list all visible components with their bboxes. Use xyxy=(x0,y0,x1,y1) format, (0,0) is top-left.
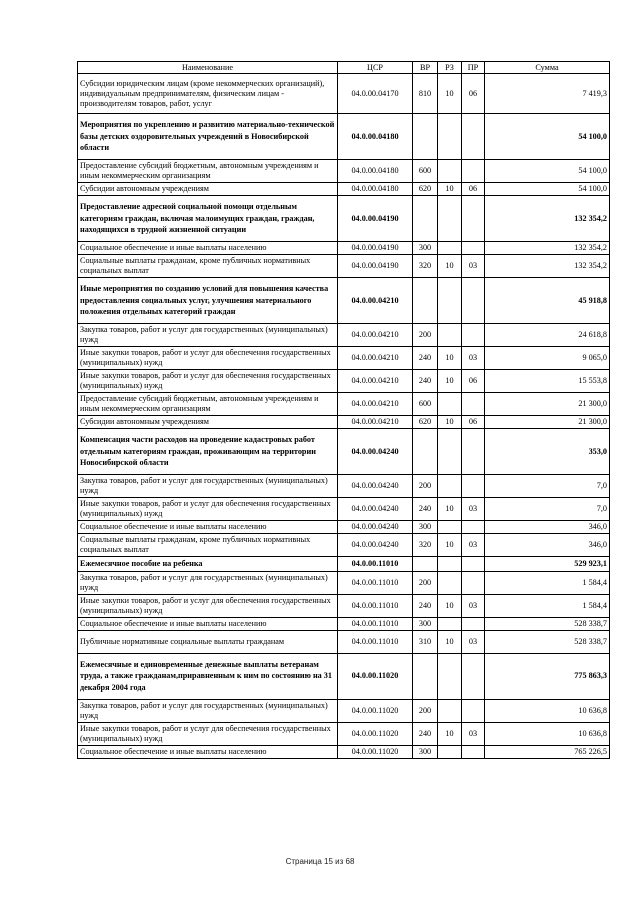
cell-name: Иные закупки товаров, работ и услуг для обеспечения государственных (муниципальных) нужд xyxy=(78,370,338,393)
header-pr: ПР xyxy=(462,62,485,74)
cell-rz xyxy=(438,242,462,255)
cell-csr: 04.0.00.04240 xyxy=(338,475,413,498)
cell-pr xyxy=(462,324,485,347)
cell-vr xyxy=(413,429,438,475)
cell-sum: 775 863,3 xyxy=(485,653,610,699)
cell-sum: 132 354,2 xyxy=(485,196,610,242)
cell-pr xyxy=(462,521,485,534)
table-row xyxy=(78,416,610,429)
cell-rz xyxy=(438,557,462,572)
cell-rz xyxy=(438,617,462,630)
cell-vr: 200 xyxy=(413,475,438,498)
header-vr: ВР xyxy=(413,62,438,74)
cell-name: Иные мероприятия по созданию условий для повышения качества предоставления социальных услуг, улучшения материального положения отдельных категорий граждан xyxy=(78,278,338,324)
cell-name: Социальное обеспечение и иные выплаты населению xyxy=(78,521,338,534)
cell-rz xyxy=(438,278,462,324)
cell-vr: 620 xyxy=(413,416,438,429)
cell-name: Иные закупки товаров, работ и услуг для обеспечения государственных (муниципальных) нужд xyxy=(78,498,338,521)
cell-name: Социальное обеспечение и иные выплаты населению xyxy=(78,617,338,630)
header-csr: ЦСР xyxy=(338,62,413,74)
cell-csr: 04.0.00.04210 xyxy=(338,370,413,393)
cell-vr: 300 xyxy=(413,617,438,630)
cell-vr: 300 xyxy=(413,745,438,758)
cell-csr: 04.0.00.04240 xyxy=(338,521,413,534)
cell-rz xyxy=(438,521,462,534)
cell-pr: 03 xyxy=(462,722,485,745)
cell-pr: 03 xyxy=(462,255,485,278)
cell-vr: 200 xyxy=(413,324,438,347)
cell-csr: 04.0.00.04210 xyxy=(338,393,413,416)
cell-name: Субсидии автономным учреждениям xyxy=(78,416,338,429)
cell-csr: 04.0.00.04210 xyxy=(338,416,413,429)
table-row xyxy=(78,324,610,347)
cell-csr: 04.0.00.04180 xyxy=(338,114,413,160)
cell-name: Иные закупки товаров, работ и услуг для обеспечения государственных (муниципальных) нужд xyxy=(78,722,338,745)
cell-name: Иные закупки товаров, работ и услуг для обеспечения государственных (муниципальных) нужд xyxy=(78,594,338,617)
cell-vr xyxy=(413,653,438,699)
cell-sum: 346,0 xyxy=(485,521,610,534)
table-row xyxy=(78,429,610,475)
cell-pr: 03 xyxy=(462,347,485,370)
cell-rz: 10 xyxy=(438,74,462,114)
cell-sum: 529 923,1 xyxy=(485,557,610,572)
cell-vr: 200 xyxy=(413,699,438,722)
budget-table xyxy=(77,61,610,759)
cell-csr: 04.0.00.04240 xyxy=(338,534,413,557)
cell-sum: 346,0 xyxy=(485,534,610,557)
cell-rz: 10 xyxy=(438,347,462,370)
cell-sum: 10 636,8 xyxy=(485,699,610,722)
cell-name: Социальное обеспечение и иные выплаты населению xyxy=(78,745,338,758)
cell-pr: 03 xyxy=(462,498,485,521)
cell-csr: 04.0.00.04240 xyxy=(338,498,413,521)
cell-rz xyxy=(438,160,462,183)
cell-rz xyxy=(438,196,462,242)
cell-pr xyxy=(462,653,485,699)
cell-vr: 240 xyxy=(413,347,438,370)
table-row xyxy=(78,745,610,758)
cell-csr: 04.0.00.11010 xyxy=(338,630,413,653)
cell-rz: 10 xyxy=(438,498,462,521)
cell-vr: 320 xyxy=(413,534,438,557)
cell-pr xyxy=(462,429,485,475)
cell-vr: 810 xyxy=(413,74,438,114)
table-row xyxy=(78,630,610,653)
cell-rz xyxy=(438,653,462,699)
cell-sum: 54 100,0 xyxy=(485,160,610,183)
cell-rz: 10 xyxy=(438,183,462,196)
cell-csr: 04.0.00.04190 xyxy=(338,242,413,255)
table-row xyxy=(78,722,610,745)
cell-pr xyxy=(462,114,485,160)
cell-sum: 1 584,4 xyxy=(485,594,610,617)
cell-vr: 300 xyxy=(413,521,438,534)
cell-vr xyxy=(413,196,438,242)
cell-vr: 620 xyxy=(413,183,438,196)
cell-csr: 04.0.00.04240 xyxy=(338,429,413,475)
table-row xyxy=(78,617,610,630)
cell-csr: 04.0.00.04190 xyxy=(338,255,413,278)
cell-rz xyxy=(438,571,462,594)
cell-rz: 10 xyxy=(438,370,462,393)
cell-csr: 04.0.00.04210 xyxy=(338,278,413,324)
cell-sum: 15 553,8 xyxy=(485,370,610,393)
cell-sum: 132 354,2 xyxy=(485,242,610,255)
cell-vr: 240 xyxy=(413,370,438,393)
cell-rz xyxy=(438,745,462,758)
cell-csr: 04.0.00.04190 xyxy=(338,196,413,242)
cell-pr xyxy=(462,557,485,572)
cell-sum: 1 584,4 xyxy=(485,571,610,594)
cell-pr: 06 xyxy=(462,370,485,393)
cell-sum: 7,0 xyxy=(485,475,610,498)
cell-csr: 04.0.00.04210 xyxy=(338,347,413,370)
cell-rz: 10 xyxy=(438,534,462,557)
table-row xyxy=(78,370,610,393)
table-body xyxy=(78,74,610,759)
cell-name: Субсидии юридическим лицам (кроме некоммерческих организаций), индивидуальным предпринимателям, физическим лицам - производителям товаров, работ, услуг xyxy=(78,74,338,114)
cell-pr xyxy=(462,242,485,255)
table-row xyxy=(78,160,610,183)
cell-name: Предоставление субсидий бюджетным, автономным учреждениям и иным некоммерческим организациям xyxy=(78,160,338,183)
table-row xyxy=(78,498,610,521)
cell-sum: 45 918,8 xyxy=(485,278,610,324)
cell-csr: 04.0.00.04180 xyxy=(338,160,413,183)
cell-pr xyxy=(462,699,485,722)
cell-csr: 04.0.00.04180 xyxy=(338,183,413,196)
cell-csr: 04.0.00.11010 xyxy=(338,571,413,594)
cell-name: Закупка товаров, работ и услуг для государственных (муниципальных) нужд xyxy=(78,571,338,594)
cell-sum: 528 338,7 xyxy=(485,630,610,653)
table-header-row xyxy=(78,62,610,74)
cell-sum: 528 338,7 xyxy=(485,617,610,630)
cell-vr: 240 xyxy=(413,594,438,617)
table-row xyxy=(78,393,610,416)
cell-sum: 54 100,0 xyxy=(485,183,610,196)
table-row xyxy=(78,699,610,722)
cell-rz: 10 xyxy=(438,630,462,653)
cell-rz xyxy=(438,393,462,416)
table-row xyxy=(78,653,610,699)
cell-sum: 7,0 xyxy=(485,498,610,521)
cell-csr: 04.0.00.04210 xyxy=(338,324,413,347)
table-row xyxy=(78,557,610,572)
cell-csr: 04.0.00.11010 xyxy=(338,594,413,617)
cell-rz xyxy=(438,324,462,347)
cell-sum: 24 618,8 xyxy=(485,324,610,347)
cell-name: Публичные нормативные социальные выплаты гражданам xyxy=(78,630,338,653)
cell-vr xyxy=(413,557,438,572)
cell-sum: 21 300,0 xyxy=(485,393,610,416)
cell-rz: 10 xyxy=(438,722,462,745)
cell-pr xyxy=(462,745,485,758)
cell-rz xyxy=(438,475,462,498)
cell-sum: 54 100,0 xyxy=(485,114,610,160)
cell-sum: 132 354,2 xyxy=(485,255,610,278)
table-row xyxy=(78,114,610,160)
cell-vr: 600 xyxy=(413,160,438,183)
cell-sum: 9 065,0 xyxy=(485,347,610,370)
cell-vr: 300 xyxy=(413,242,438,255)
cell-rz xyxy=(438,114,462,160)
header-sum: Сумма xyxy=(485,62,610,74)
table-row xyxy=(78,242,610,255)
page-number: Страница 15 из 68 xyxy=(285,857,355,866)
cell-pr xyxy=(462,475,485,498)
cell-pr xyxy=(462,278,485,324)
cell-rz xyxy=(438,699,462,722)
cell-csr: 04.0.00.11020 xyxy=(338,722,413,745)
cell-csr: 04.0.00.11020 xyxy=(338,653,413,699)
cell-sum: 7 419,3 xyxy=(485,74,610,114)
header-name: Наименование xyxy=(78,62,338,74)
cell-csr: 04.0.00.11010 xyxy=(338,557,413,572)
cell-csr: 04.0.00.11020 xyxy=(338,699,413,722)
cell-name: Субсидии автономным учреждениям xyxy=(78,183,338,196)
table-row xyxy=(78,571,610,594)
cell-rz: 10 xyxy=(438,416,462,429)
cell-vr: 320 xyxy=(413,255,438,278)
cell-pr xyxy=(462,571,485,594)
cell-name: Мероприятия по укреплению и развитию материально-технической базы детских оздоровительных учреждений в Новосибирской области xyxy=(78,114,338,160)
cell-name: Социальные выплаты гражданам, кроме публичных нормативных социальных выплат xyxy=(78,255,338,278)
cell-name: Социальные выплаты гражданам, кроме публичных нормативных социальных выплат xyxy=(78,534,338,557)
cell-rz xyxy=(438,429,462,475)
table-row xyxy=(78,183,610,196)
table-row xyxy=(78,347,610,370)
cell-csr: 04.0.00.04170 xyxy=(338,74,413,114)
cell-pr xyxy=(462,196,485,242)
table-row xyxy=(78,594,610,617)
table-row xyxy=(78,255,610,278)
cell-sum: 353,0 xyxy=(485,429,610,475)
cell-sum: 10 636,8 xyxy=(485,722,610,745)
cell-pr: 03 xyxy=(462,594,485,617)
cell-pr: 03 xyxy=(462,630,485,653)
cell-vr xyxy=(413,114,438,160)
cell-vr xyxy=(413,278,438,324)
cell-pr: 06 xyxy=(462,74,485,114)
cell-rz: 10 xyxy=(438,255,462,278)
cell-sum: 765 226,5 xyxy=(485,745,610,758)
cell-rz: 10 xyxy=(438,594,462,617)
table-row xyxy=(78,534,610,557)
cell-pr: 06 xyxy=(462,416,485,429)
cell-name: Закупка товаров, работ и услуг для государственных (муниципальных) нужд xyxy=(78,324,338,347)
table-row xyxy=(78,475,610,498)
cell-name: Закупка товаров, работ и услуг для государственных (муниципальных) нужд xyxy=(78,475,338,498)
cell-name: Иные закупки товаров, работ и услуг для обеспечения государственных (муниципальных) нужд xyxy=(78,347,338,370)
table-row xyxy=(78,521,610,534)
cell-pr: 06 xyxy=(462,183,485,196)
cell-sum: 21 300,0 xyxy=(485,416,610,429)
cell-name: Социальное обеспечение и иные выплаты населению xyxy=(78,242,338,255)
table-row xyxy=(78,74,610,114)
cell-pr xyxy=(462,160,485,183)
cell-csr: 04.0.00.11010 xyxy=(338,617,413,630)
cell-name: Предоставление субсидий бюджетным, автономным учреждениям и иным некоммерческим организациям xyxy=(78,393,338,416)
cell-vr: 310 xyxy=(413,630,438,653)
cell-name: Предоставление адресной социальной помощи отдельным категориям граждан, включая малоимущих граждан, граждан, находящихся в трудной жизненной ситуации xyxy=(78,196,338,242)
cell-csr: 04.0.00.11020 xyxy=(338,745,413,758)
cell-name: Ежемесячное пособие на ребенка xyxy=(78,557,338,572)
cell-pr xyxy=(462,617,485,630)
table-row xyxy=(78,196,610,242)
table-row xyxy=(78,278,610,324)
cell-vr: 240 xyxy=(413,498,438,521)
cell-pr: 03 xyxy=(462,534,485,557)
cell-pr xyxy=(462,393,485,416)
cell-name: Ежемесячные и единовременные денежные выплаты ветеранам труда, а также гражданам,приравненным к ним по состоянию на 31 декабря 2004 года xyxy=(78,653,338,699)
cell-vr: 200 xyxy=(413,571,438,594)
cell-vr: 240 xyxy=(413,722,438,745)
cell-name: Закупка товаров, работ и услуг для государственных (муниципальных) нужд xyxy=(78,699,338,722)
cell-vr: 600 xyxy=(413,393,438,416)
header-rz: РЗ xyxy=(438,62,462,74)
cell-name: Компенсация части расходов на проведение кадастровых работ отдельным категориям граждан, проживающим на территории Новосибирской области xyxy=(78,429,338,475)
